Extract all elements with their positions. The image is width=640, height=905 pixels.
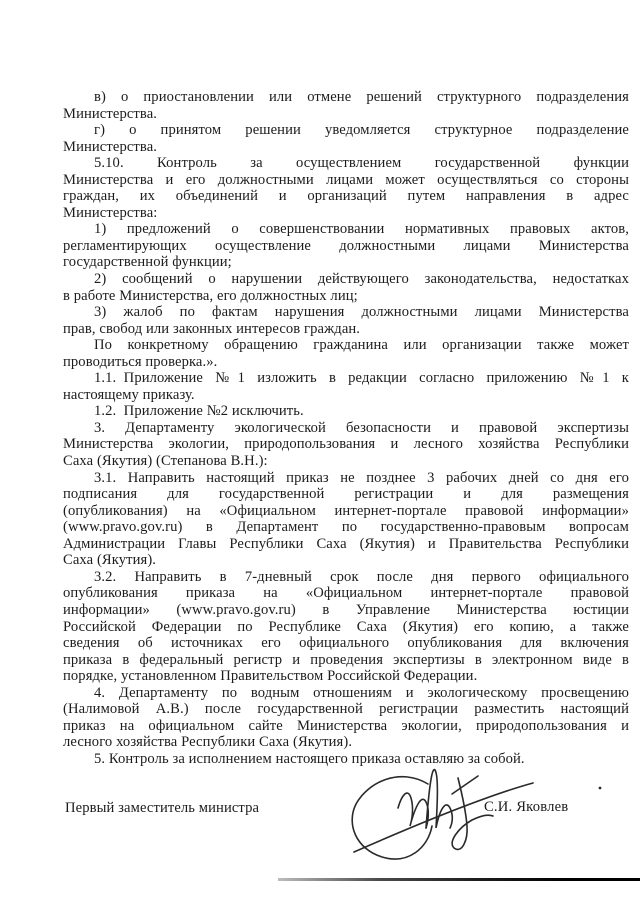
document-line: приказа в федеральный регистр и проведения экспертизы в электронном виде в (63, 651, 629, 668)
signatory-role-label: Первый заместитель министра (65, 800, 260, 816)
document-line: государственной функции; (63, 254, 232, 271)
document-line: По конкретному обращению гражданина или организации также может (94, 337, 629, 354)
document-line: 5. Контроль за исполнением настоящего приказа оставляю за собой. (94, 750, 525, 767)
document-line: опубликования приказа на «Официальном интернет-портале правовой (63, 585, 629, 602)
document-line: лесного хозяйства Республики Саха (Якутия). (63, 734, 353, 751)
document-line: настоящему приказу. (63, 386, 195, 403)
document-line: сведения об источниках его официального опубликования для включения (63, 635, 629, 652)
document-line: приказ на официальном сайте Министерства экологии, природопользования и (63, 717, 629, 734)
document-line: (www.pravo.gov.ru) в Департамент по государственно-правовым вопросам (63, 519, 629, 536)
document-line: Саха (Якутия). (63, 552, 157, 569)
document-line: Министерства экологии, природопользования и лесного хозяйства Республики (63, 436, 629, 453)
document-line: 3. Департаменту экологической безопасности и правовой экспертизы (94, 419, 629, 436)
document-line: информации» (www.pravo.gov.ru) в Управление Министерства юстиции (63, 601, 629, 618)
document-line: (опубликования) на «Официальном интернет-портале правовой информации» (63, 502, 629, 519)
document-line: Министерства: (63, 204, 158, 221)
document-line: (Налимовой А.В.) после государственной регистрации разместить настоящий (63, 701, 629, 718)
document-line: 3) жалоб по фактам нарушения должностными лицами Министерства (94, 304, 629, 321)
document-line: 1) предложений о совершенствовании нормативных правовых актов, (94, 221, 629, 238)
document-line: Саха (Якутия) (Степанова В.Н.): (63, 453, 268, 470)
document-line: в работе Министерства, его должностных лиц; (63, 287, 358, 304)
document-line: прав, свобод или законных интересов граждан. (63, 320, 361, 337)
document-line: 3.2. Направить в 7-дневный срок после дня первого официального (94, 568, 629, 585)
document-line: проводиться проверка.». (63, 353, 218, 370)
document-line: Министерства и его должностными лицами может осуществляться со стороны (63, 171, 629, 188)
document-line: г) о принятом решении уведомляется структурное подразделение (94, 122, 629, 139)
scan-artifact-line (278, 878, 640, 881)
document-line: регламентирующих осуществление должностными лицами Министерства (63, 237, 629, 254)
document-line: Администрации Главы Республики Саха (Якутия) и Правительства Республики (63, 535, 629, 552)
document-body (63, 89, 629, 767)
document-line: граждан, их объединений и организаций путем направления в адрес (63, 188, 629, 205)
document-line: 5.10. Контроль за осуществлением государственной функции (94, 155, 629, 172)
document-line: 3.1. Направить настоящий приказ не позднее 3 рабочих дней со дня его (94, 469, 629, 486)
signatory-name: С.И. Яковлев (484, 799, 569, 815)
document-line: 1.2. Приложение №2 исключить. (94, 403, 304, 420)
document-line: подписания для государственной регистрации и для размещения (63, 486, 629, 503)
document-line: Министерства. (63, 138, 158, 155)
handwritten-signature-icon (340, 760, 610, 865)
document-line: в) о приостановлении или отмене решений структурного подразделения (94, 89, 629, 105)
document-line: 4. Департаменту по водным отношениям и экологическому просвещению (94, 684, 629, 701)
document-line: 2) сообщений о нарушении действующего законодательства, недостатках (94, 271, 629, 288)
document-line: порядке, установленном Правительством Российской Федерации. (63, 668, 478, 685)
document-line: Российской Федерации по Республике Саха (Якутия) его копию, а также (63, 618, 629, 635)
document-line: 1.1. Приложение №1 изложить в редакции согласно приложению №1 к (94, 370, 629, 387)
document-line: Министерства. (63, 105, 158, 122)
